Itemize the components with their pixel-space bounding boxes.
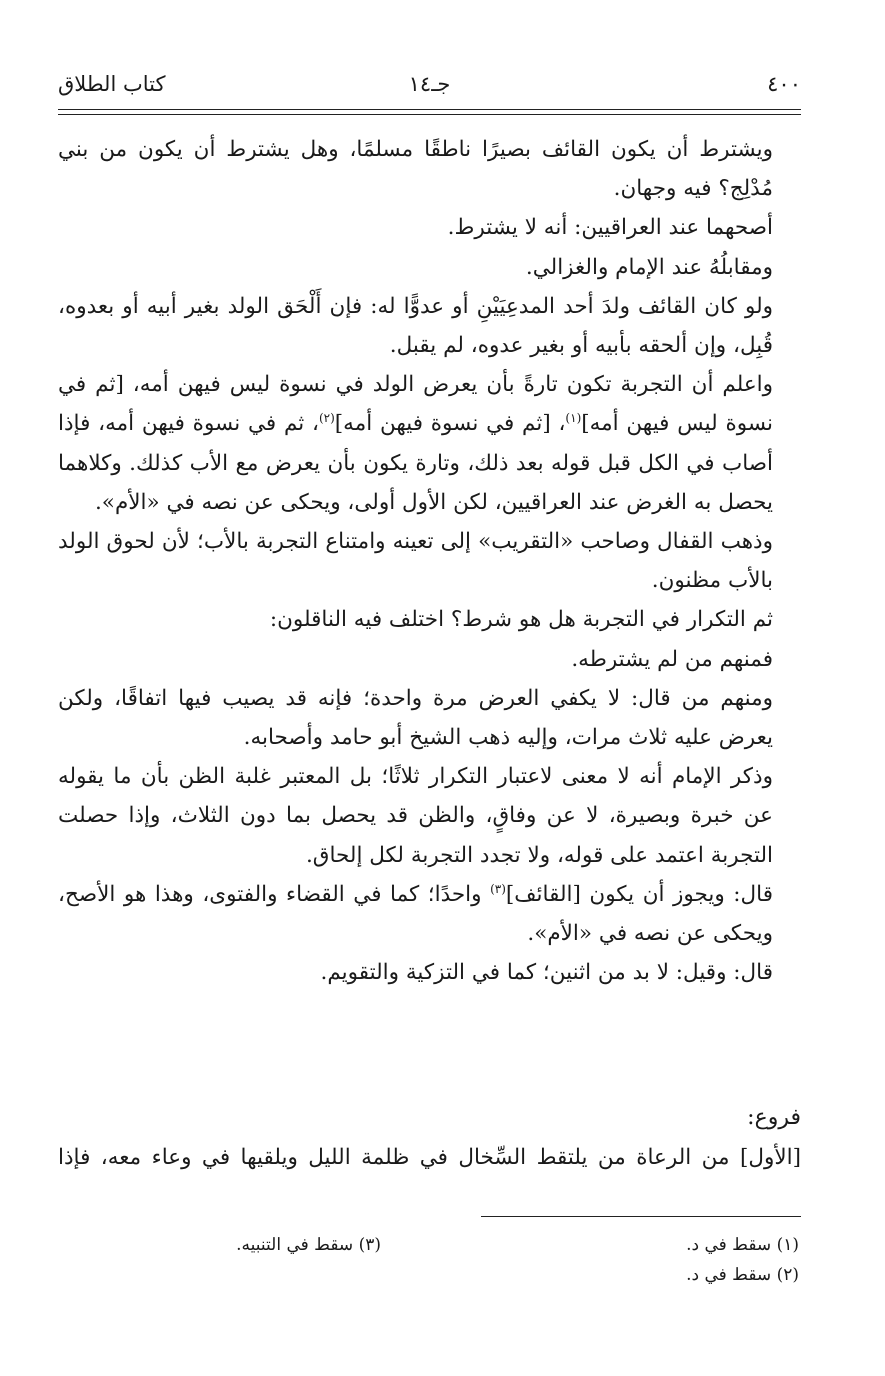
paragraph-5-part-a: واعلم أن التجربة تكون تارةً بأن يعرض الولد في نسوة ليس فيهن أمه، [ثم في نسوة ليس فيهن أمه] bbox=[58, 372, 774, 437]
footnote-2-text: سقط في د. bbox=[686, 1265, 772, 1285]
paragraph-8: فمنهم من لم يشترطه. bbox=[571, 646, 773, 672]
paragraph-3: ومقابلُهُ عند الإمام والغزالي. bbox=[525, 254, 773, 280]
paragraph-2: أصحهما عند العراقيين: أنه لا يشترط. bbox=[447, 215, 773, 241]
paragraph-5-part-b: ، [ثم في نسوة فيهن أمه] bbox=[334, 411, 566, 437]
book-title: كتاب الطلاق bbox=[58, 72, 166, 96]
last-paragraph: [الأول] من الرعاة من يلتقط السِّخال في ظلمة الليل ويلقيها في وعاء معه، فإذا bbox=[58, 1145, 801, 1170]
footnote-1-text: سقط في د. bbox=[686, 1235, 772, 1255]
paragraph-11-part-a: قال: ويجوز أن يكون [القائف] bbox=[505, 881, 773, 907]
footnote-3-number: (٣) bbox=[358, 1235, 381, 1255]
paragraph-9: ومنهم من قال: لا يكفي العرض مرة واحدة؛ فإنه قد يصيب فيها اتفاقًا، ولكن يعرض عليه ثلاث مرات، وإليه ذهب الشيخ أبو حامد وأصحابه. bbox=[58, 685, 773, 751]
paragraph-4: ولو كان القائف ولدَ أحد المدعِيَيْنِ أو عدوًّا له: فإن أَلْحَق الولد بغير أبيه أو بعدوه، قُبِل، وإن ألحقه بأبيه أو بغير عدوه، لم يقبل. bbox=[58, 293, 773, 359]
footnote-2 bbox=[686, 1260, 799, 1290]
paragraph-5-part-c: ، ثم في نسوة فيهن أمه، فإذا أصاب في الكل قبل قوله بعد ذلك، وتارة يكون بأن يعرض مع الأب كذلك. وكلاهما يحصل به الغرض عند العراقيين، لكن الأول أولى، ويحكى عن نصه في «الأم». bbox=[58, 411, 773, 515]
paragraph-11 bbox=[58, 875, 801, 953]
section-heading: فروع: bbox=[747, 1105, 801, 1130]
paragraph-7: ثم التكرار في التجربة هل هو شرط؟ اختلف فيه الناقلون: bbox=[269, 607, 773, 633]
footnote-ref-3: (٣) bbox=[490, 881, 506, 896]
footnote-1-number: (١) bbox=[776, 1235, 799, 1255]
paragraph-11-part-b: واحدًا؛ كما في القضاء والفتوى، وهذا هو الأصح، ويحكى عن نصه في «الأم». bbox=[58, 881, 773, 947]
footnote-2-number: (٢) bbox=[776, 1265, 799, 1285]
footnote-rule bbox=[481, 1216, 801, 1217]
running-header bbox=[58, 66, 801, 102]
footnote-ref-2: (٢) bbox=[318, 411, 335, 426]
header-rule-thick bbox=[58, 109, 801, 110]
page-number: ٤٠٠ bbox=[767, 72, 801, 96]
paragraph-1: ويشترط أن يكون القائف بصيرًا ناطقًا مسلمًا، وهل يشترط أن يكون من بني مُدْلِج؟ فيه وجهان. bbox=[58, 137, 773, 202]
footnote-3-text: سقط في التنبيه. bbox=[236, 1235, 354, 1255]
paragraph-12: قال: وقيل: لا بد من اثنين؛ كما في التزكية والتقويم. bbox=[320, 960, 773, 986]
footnote-1 bbox=[686, 1230, 799, 1260]
header-rule-thin bbox=[58, 114, 801, 115]
footnote-ref-1: (١) bbox=[565, 411, 582, 426]
footnote-3 bbox=[236, 1230, 381, 1260]
paragraph-5 bbox=[58, 365, 801, 522]
paragraph-10: وذكر الإمام أنه لا معنى لاعتبار التكرار ثلاثًا؛ بل المعتبر غلبة الظن بأن ما يقوله عن خبرة وبصيرة، لا عن وفاقٍ، والظن قد يحصل بما دون الثلاث، وإذا حصلت التجربة اعتمد على قوله، ولا تجدد التجربة لكل إلحاق. bbox=[58, 764, 773, 868]
volume-number: جـ١٤ bbox=[408, 72, 451, 96]
main-text bbox=[58, 130, 801, 992]
paragraph-6: وذهب القفال وصاحب «التقريب» إلى تعينه وامتناع التجربة بالأب؛ لأن لحوق الولد بالأب مظنون. bbox=[58, 529, 773, 594]
